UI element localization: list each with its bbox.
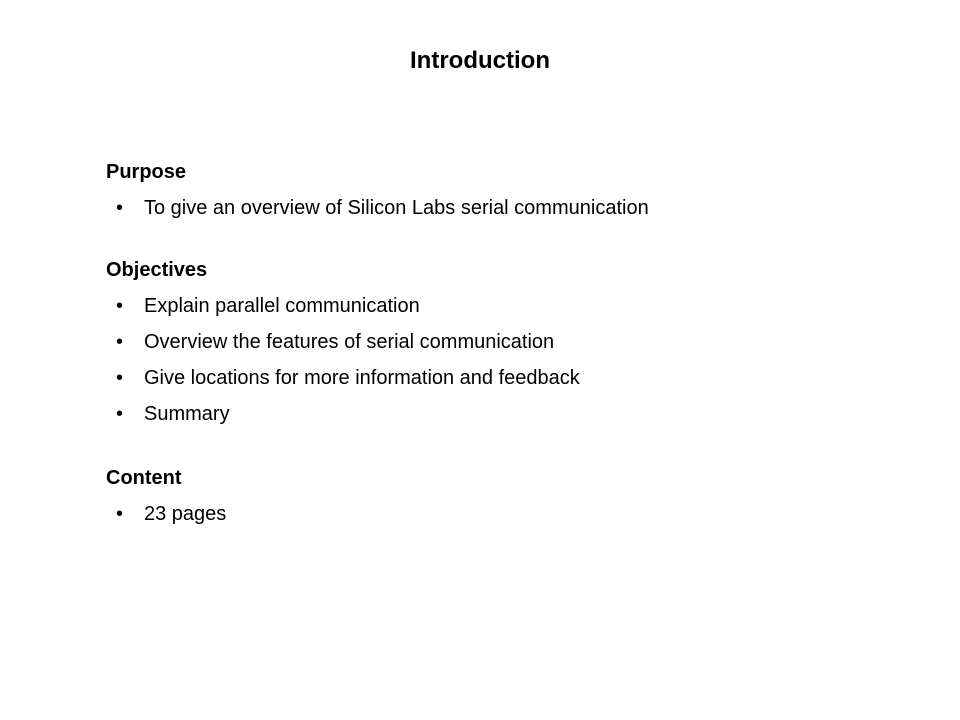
section-purpose (106, 159, 649, 221)
bullet-item (106, 329, 580, 355)
section-heading-content: Content (106, 467, 182, 489)
bullet-list-objectives (106, 293, 580, 427)
bullet-item (106, 195, 649, 221)
bullet-text: Explain parallel communication (144, 295, 420, 317)
bullet-icon: • (116, 403, 124, 425)
bullet-icon: • (116, 295, 124, 317)
section-heading-purpose: Purpose (106, 161, 187, 183)
bullet-item (106, 365, 580, 391)
slide-title: Introduction (410, 47, 550, 74)
bullet-item (106, 401, 580, 427)
bullet-icon: • (116, 331, 124, 353)
bullet-text: Overview the features of serial communication (144, 331, 555, 353)
bullet-icon: • (116, 367, 124, 389)
bullet-item (106, 293, 580, 319)
section-heading-objectives: Objectives (106, 259, 208, 281)
bullet-list-purpose (106, 195, 649, 221)
bullet-item (106, 501, 226, 527)
bullet-text: To give an overview of Silicon Labs serial communication (144, 197, 649, 219)
bullet-list-content (106, 501, 226, 527)
bullet-text: 23 pages (144, 503, 227, 525)
section-objectives (106, 257, 580, 427)
bullet-icon: • (116, 503, 124, 525)
bullet-text: Summary (144, 403, 230, 425)
section-content (106, 465, 226, 527)
bullet-text: Give locations for more information and feedback (144, 367, 580, 389)
bullet-icon: • (116, 197, 124, 219)
